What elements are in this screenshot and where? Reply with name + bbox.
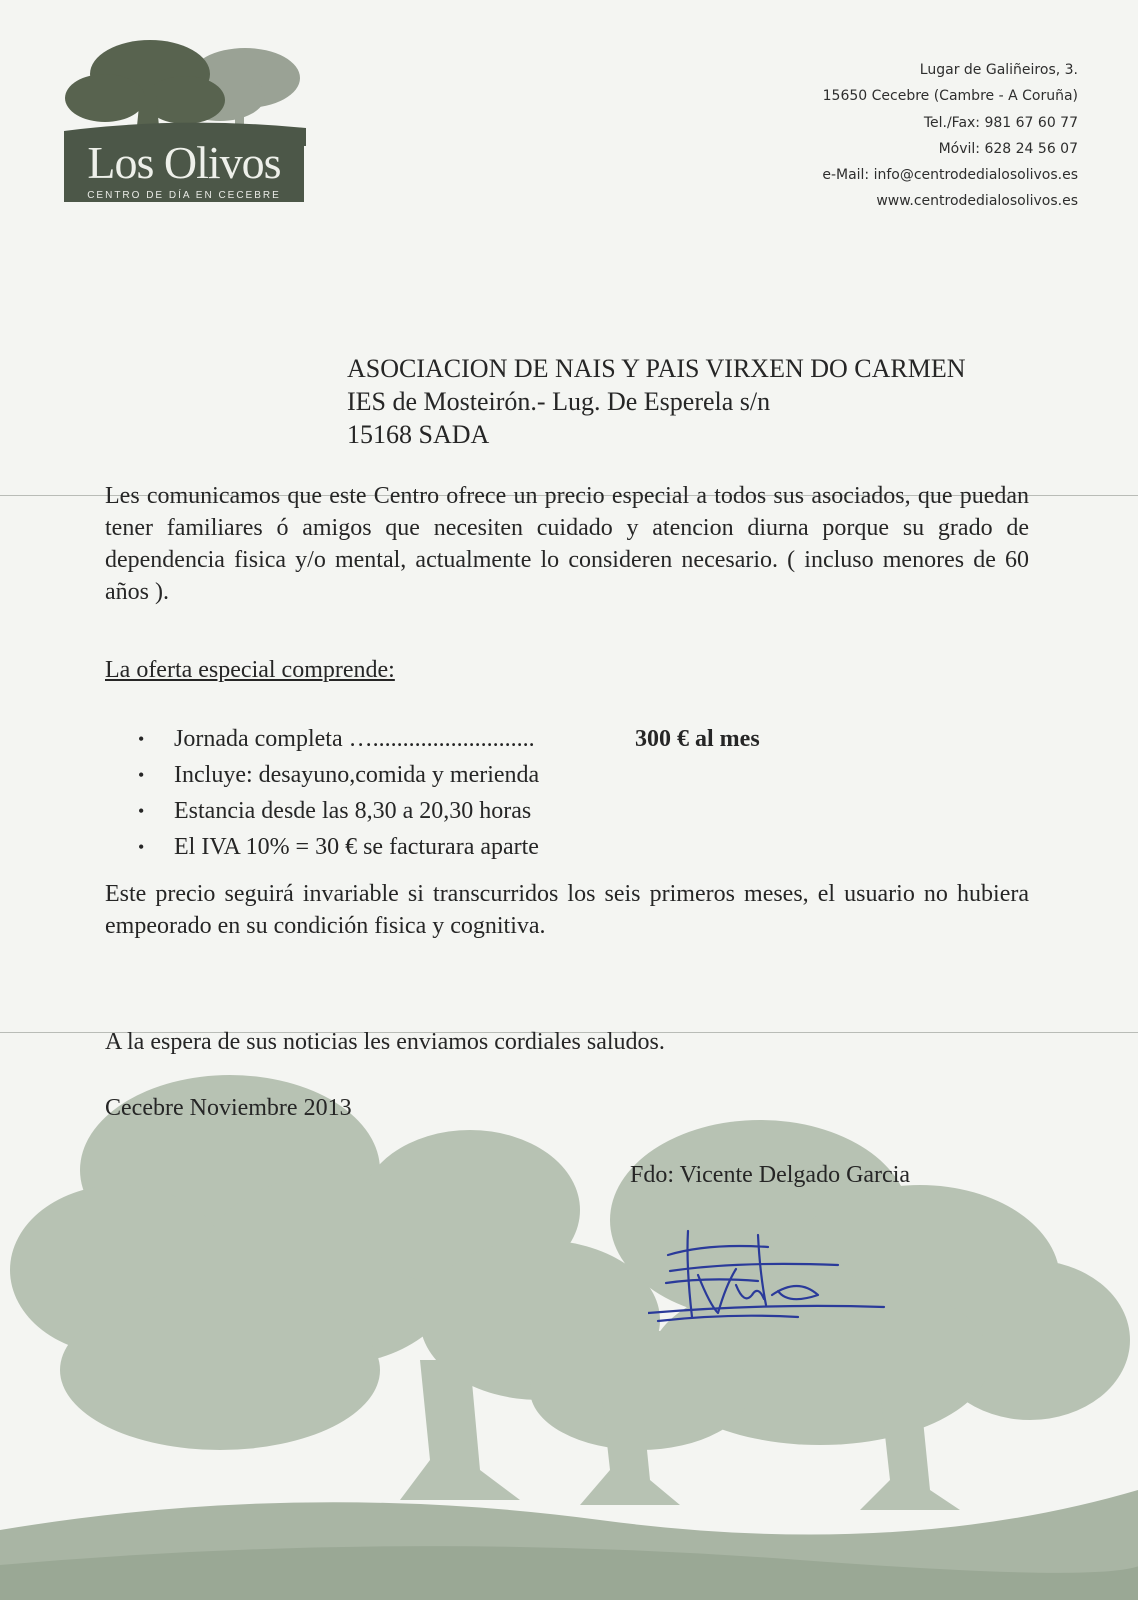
olive-tree-icon [60,36,310,146]
bullet-icon: • [138,801,145,821]
contact-mobile: Móvil: 628 24 56 07 [938,140,1078,157]
offer-item-text: Estancia desde las 8,30 a 20,30 horas [174,798,532,824]
intro-paragraph: Les comunicamos que este Centro ofrece un precio especial a todos sus asociados, que puedan tener familiares ó amigos que necesiten cuidado y atencion diurna porque su grado de dependencia fisica y/o mental, actualmente lo consideren necesario. ( incluso menores de 60 años ). [105,483,1029,605]
logo [60,36,310,212]
offer-item-text: Jornada completa [174,726,343,752]
bullet-icon: • [138,765,145,785]
list-item [138,721,760,757]
tree-watermark-icon [0,1060,1138,1600]
contact-address: Lugar de Galiñeiros, 3. [919,62,1078,78]
signature-icon [648,1225,898,1335]
contact-website: www.centrodedialosolivos.es [876,193,1078,210]
contact-email: e-Mail: info@centrodedialosolivos.es [822,167,1078,184]
date-line: Cecebre Noviembre 2013 [105,1095,352,1121]
offer-item-text: Incluye: desayuno,comida y merienda [174,762,540,788]
offer-item-text: El IVA 10% = 30 € se facturara aparte [174,834,539,860]
recipient-street: IES de Mosteirón.- Lug. De Esperela s/n [347,387,771,416]
offer-list [138,721,760,865]
closing-line: A la espera de sus noticias les enviamos cordiales saludos. [105,1029,665,1055]
offer-item-dots: …........................... [348,726,535,752]
recipient-address [347,352,966,451]
contact-phone: Tel./Fax: 981 67 60 77 [923,114,1078,131]
logo-title: Los Olivos [87,137,281,188]
contact-city: 15650 Cecebre (Cambre - A Coruña) [822,88,1078,105]
offer-heading: La oferta especial comprende: [105,657,395,683]
list-item [138,757,539,793]
list-item [138,829,539,865]
bullet-icon: • [138,837,145,857]
logo-subtitle: CENTRO DE DÍA EN CECEBRE [87,190,281,201]
condition-paragraph: Este precio seguirá invariable si transcurridos los seis primeros meses, el usuario no hubiera empeorado en su condición fisica y cognitiva. [105,881,1029,939]
recipient-name: ASOCIACION DE NAIS Y PAIS VIRXEN DO CARMEN [347,354,966,383]
signer-name: Fdo: Vicente Delgado Garcia [630,1162,911,1188]
recipient-city: 15168 SADA [347,420,490,449]
list-item [138,793,539,829]
offer-price: 300 € al mes [635,726,760,752]
bullet-icon: • [138,729,145,749]
contact-block [822,57,1078,215]
